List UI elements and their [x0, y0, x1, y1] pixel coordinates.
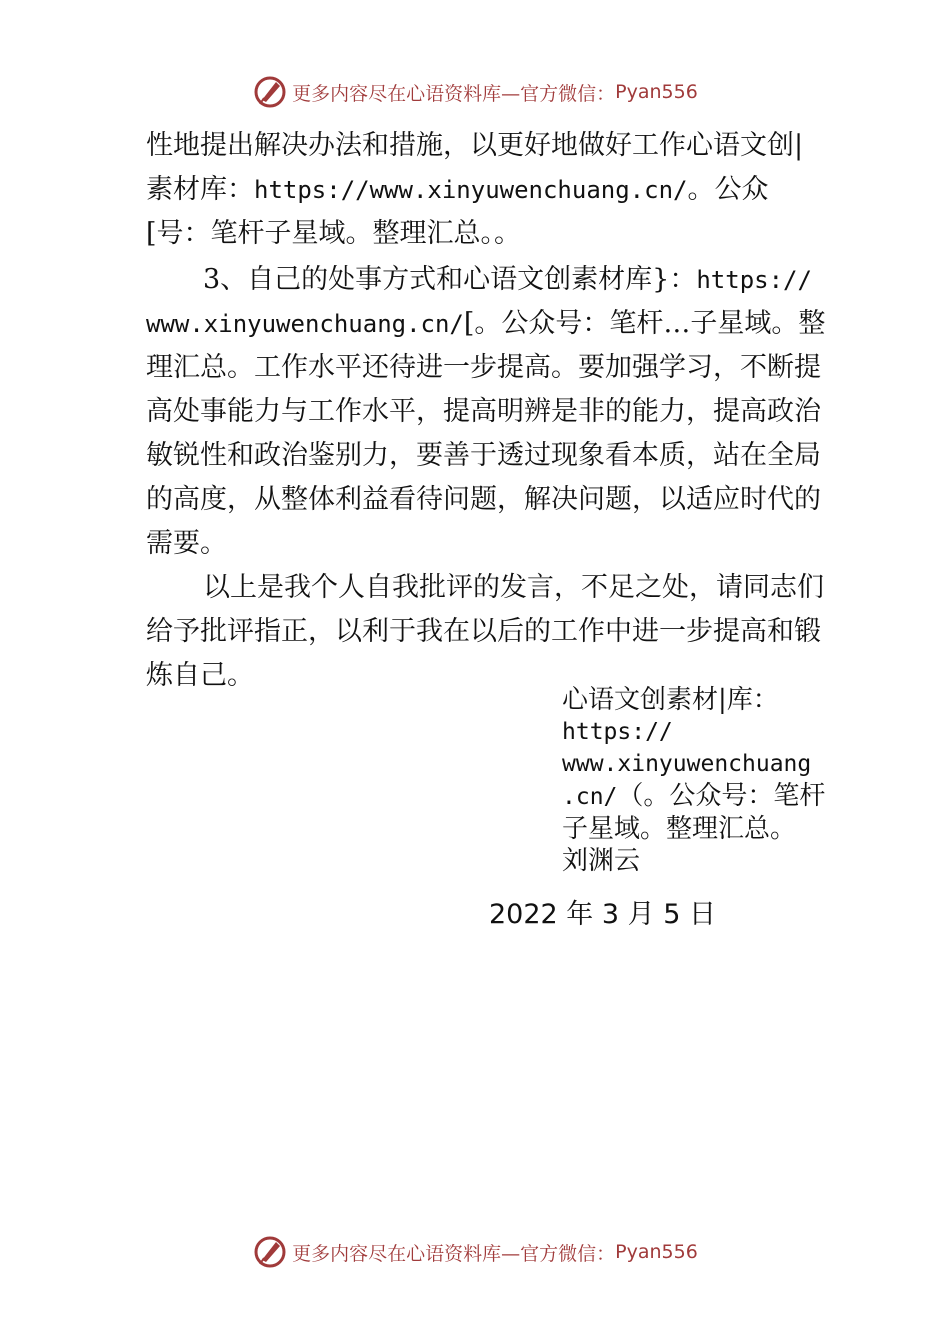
signature-url-part-2: www.xinyuwenchuang	[562, 751, 812, 777]
paragraph-3	[146, 566, 826, 698]
signature-url-part-3: .cn/	[562, 784, 618, 810]
paragraph-2-tail: [。公众号：笔杆…子星域。整理汇总。工作水平还待进一步提高。要加强学习，不断提高处事能力与工作水平，提高明辨是非的能力，提高政治敏锐性和政治鉴别力，要善于透过现象看本质，站在全局的高度，从整体利益看待问题，解决问题，以适应时代的需要。	[146, 308, 826, 559]
paragraph-2-text: 3、自己的处事方式和心语文创素材库}：	[203, 264, 697, 295]
document-date: 2022 年 3 月 5 日	[489, 899, 716, 930]
footer-banner-wechat: Pyan556	[615, 1241, 698, 1263]
footer-banner	[0, 1232, 950, 1272]
pen-logo-icon	[252, 1234, 288, 1270]
signature-line-1: 心语文创素材|库：	[562, 685, 779, 715]
signature-tail: （。公众号：笔杆子星域。整理汇总。	[562, 781, 826, 844]
signature-url-part-1: https://	[562, 719, 673, 745]
header-banner-wechat: Pyan556	[615, 81, 698, 103]
paragraph-2-url: https://www.xinyuwenchuang.cn/	[146, 266, 812, 338]
signature-name: 刘渊云	[562, 846, 641, 876]
paragraph-1-url: https://www.xinyuwenchuang.cn/	[254, 176, 688, 204]
paragraph-2	[146, 258, 826, 566]
footer-banner-text: 更多内容尽在心语资料库—官方微信：	[292, 1242, 616, 1265]
paragraph-1-tail: 。公众[号：笔杆子星域。整理汇总。。	[146, 174, 769, 249]
paragraph-1-text: 性地提出解决办法和措施，以更好地做好工作心语文创|素材库：	[146, 130, 804, 205]
paragraph-1	[146, 124, 826, 256]
paragraph-3-text: 以上是我个人自我批评的发言，不足之处，请同志们给予批评指正，以利于我在以后的工作中进一步提高和锻炼自己。	[146, 572, 824, 691]
header-banner	[0, 72, 950, 112]
signature-block	[562, 684, 832, 877]
header-banner-text: 更多内容尽在心语资料库—官方微信：	[292, 82, 616, 105]
document-body	[146, 124, 826, 698]
pen-logo-icon	[252, 74, 288, 110]
